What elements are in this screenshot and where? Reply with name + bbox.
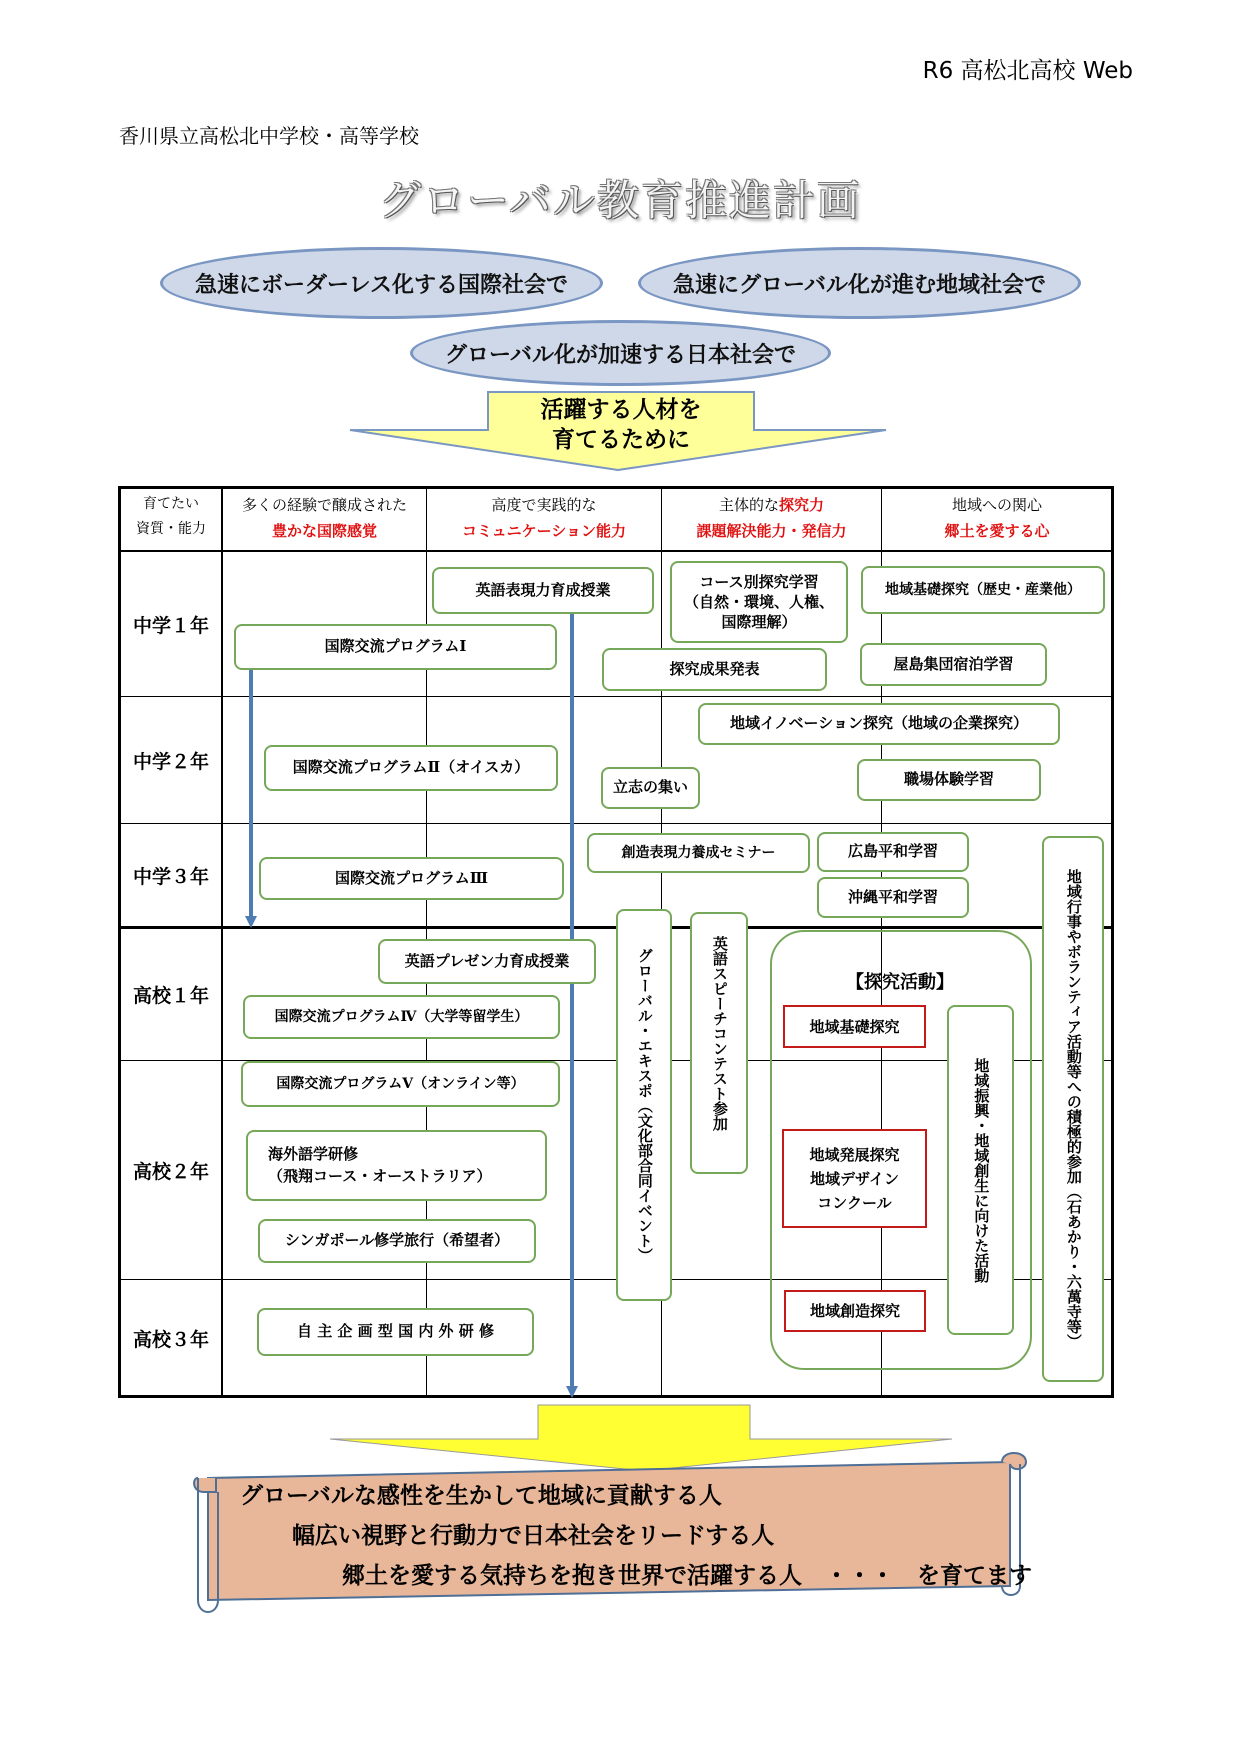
course-tankyu-line1: コース別探究学習 [699,572,819,591]
kaigai-line2: （飛翔コース・オーストラリア） [268,1166,492,1185]
context-oval-japan [410,320,831,386]
col-header-inquiry [662,493,881,544]
table-col-line [221,486,223,1398]
chiiki-hatten-line1: 地域発展探究 [809,1145,900,1164]
goal-end: を育てます [917,1563,1032,1589]
program-kokusai-5: 国際交流プログラムⅤ（オンライン等） [241,1061,560,1107]
program-chiiki-innovation: 地域イノベーション探究（地域の企業探究） [698,703,1060,745]
program-hiroshima: 広島平和学習 [817,832,969,872]
col-header-top: 高度で実践的な [491,496,597,514]
goal-text [240,1476,1032,1596]
row-label-jh1: 中学１年 [132,614,209,637]
arrow-text-line1: 活躍する人材を [540,397,702,423]
program-chiiki-kiso: 地域基礎探究 [783,1005,926,1048]
program-rishi: 立志の集い [601,767,700,809]
row-label-jh3: 中学３年 [132,865,209,888]
program-course-tankyu [670,561,848,643]
goal-line2: 幅広い視野と行動力で日本社会をリードする人 [292,1523,775,1549]
row-label-hs1: 高校１年 [132,985,209,1007]
tankyu-katsudo-label: 【探究活動】 [846,972,954,993]
col-header-hometown [882,493,1112,544]
program-okinawa: 沖縄平和学習 [817,877,969,918]
context-oval-international [160,247,603,319]
context-oval-regional [638,247,1081,319]
program-eigo-presen: 英語プレゼン力育成授業 [378,939,596,984]
program-tankyu-seika: 探究成果発表 [602,648,827,691]
col-header-quality: コミュニケーション能力 [461,521,627,540]
program-jishu: 自 主 企 画 型 国 内 外 研 修 [257,1308,534,1356]
program-global-expo [616,909,672,1301]
program-kokusai-3: 国際交流プログラムⅢ [259,857,564,900]
col-header-top [662,493,881,519]
row-label-hs3: 高校３年 [132,1328,209,1351]
school-name: 香川県立高松北中学校・高等学校 [119,124,419,148]
context-label: 急速にグローバル化が進む地域社会で [673,272,1046,298]
course-tankyu-line2: （自然・環境、人権、 [683,592,834,611]
col-header-top-plain: 主体的な [718,496,779,514]
corner-header [121,492,221,542]
program-kokusai-1: 国際交流プログラムⅠ [234,624,557,670]
arrow-text-line2: 育てるために [552,426,690,453]
table-row-line [118,550,1114,552]
course-tankyu-line3: 国際理解） [721,613,797,632]
col-header-global [223,493,426,544]
corner-line1: 育てたい [143,496,199,512]
program-singapore: シンガポール修学旅行（希望者） [258,1219,536,1263]
program-chiiki-kiso-tankyu: 地域基礎探究（歴史・産業他） [861,566,1105,614]
program-chiiki-hatten [782,1129,927,1228]
program-yashima: 屋島集団宿泊学習 [860,643,1047,686]
row-label-jh2: 中学２年 [132,750,209,773]
program-kokusai-2: 国際交流プログラムⅡ（オイスカ） [264,745,558,791]
col-header-communication [427,493,661,544]
col-header-quality: 郷土を愛する心 [944,521,1050,540]
corner-line2: 資質・能力 [136,521,206,538]
program-kaigai [246,1130,547,1201]
goal-line1: グローバルな感性を生かして地域に貢献する人 [240,1483,722,1509]
page-title: グローバル教育推進計画 [379,176,861,225]
goal-line3-text: 郷土を愛する気持ちを抱き世界で活躍する人 [342,1563,802,1589]
context-label: グローバル化が加速する日本社会で [445,342,796,368]
program-speech [690,912,748,1174]
col-header-top: 地域への関心 [951,496,1042,514]
kaigai-line1: 海外語学研修 [268,1144,359,1163]
chiiki-shinkou-text: 地域振興・地域創生に向けた活動 [972,1057,991,1283]
arrow-text [488,396,754,456]
chiiki-gyouji-text: 地域行事やボランティア活動等への積極的参加（石あかり・六萬寺等） [1064,869,1083,1349]
chiiki-hatten-line2: 地域デザイン [810,1169,899,1188]
program-chiiki-souzou: 地域創造探究 [784,1290,926,1332]
program-souzou: 創造表現力養成セミナー [587,833,810,873]
program-eigo-hyougen: 英語表現力育成授業 [432,567,654,614]
program-chiiki-gyouji [1042,836,1104,1382]
site-label: R6 高松北高校 Web [922,58,1133,84]
col-header-top: 多くの経験で醸成された [241,496,407,514]
col-header-quality: 課題解決能力・発信力 [696,521,847,540]
chiiki-hatten-line3: コンクール [817,1193,892,1212]
col-header-top-red: 探究力 [779,496,825,514]
goal-dots: ・・・ [825,1563,894,1589]
goal-line3 [240,1556,1032,1596]
program-shokuba: 職場体験学習 [857,759,1041,801]
col-header-quality: 豊かな国際感覚 [271,521,377,540]
context-label: 急速にボーダーレス化する国際社会で [195,272,568,298]
speech-text: 英語スピーチコンテスト参加 [710,936,729,1131]
global-expo-text: グローバル・エキスポ（文化部合同イベント） [635,947,654,1263]
program-chiiki-shinkou [947,1005,1014,1335]
program-kokusai-4: 国際交流プログラムⅣ（大学等留学生） [243,995,560,1039]
row-label-hs2: 高校２年 [132,1160,209,1183]
